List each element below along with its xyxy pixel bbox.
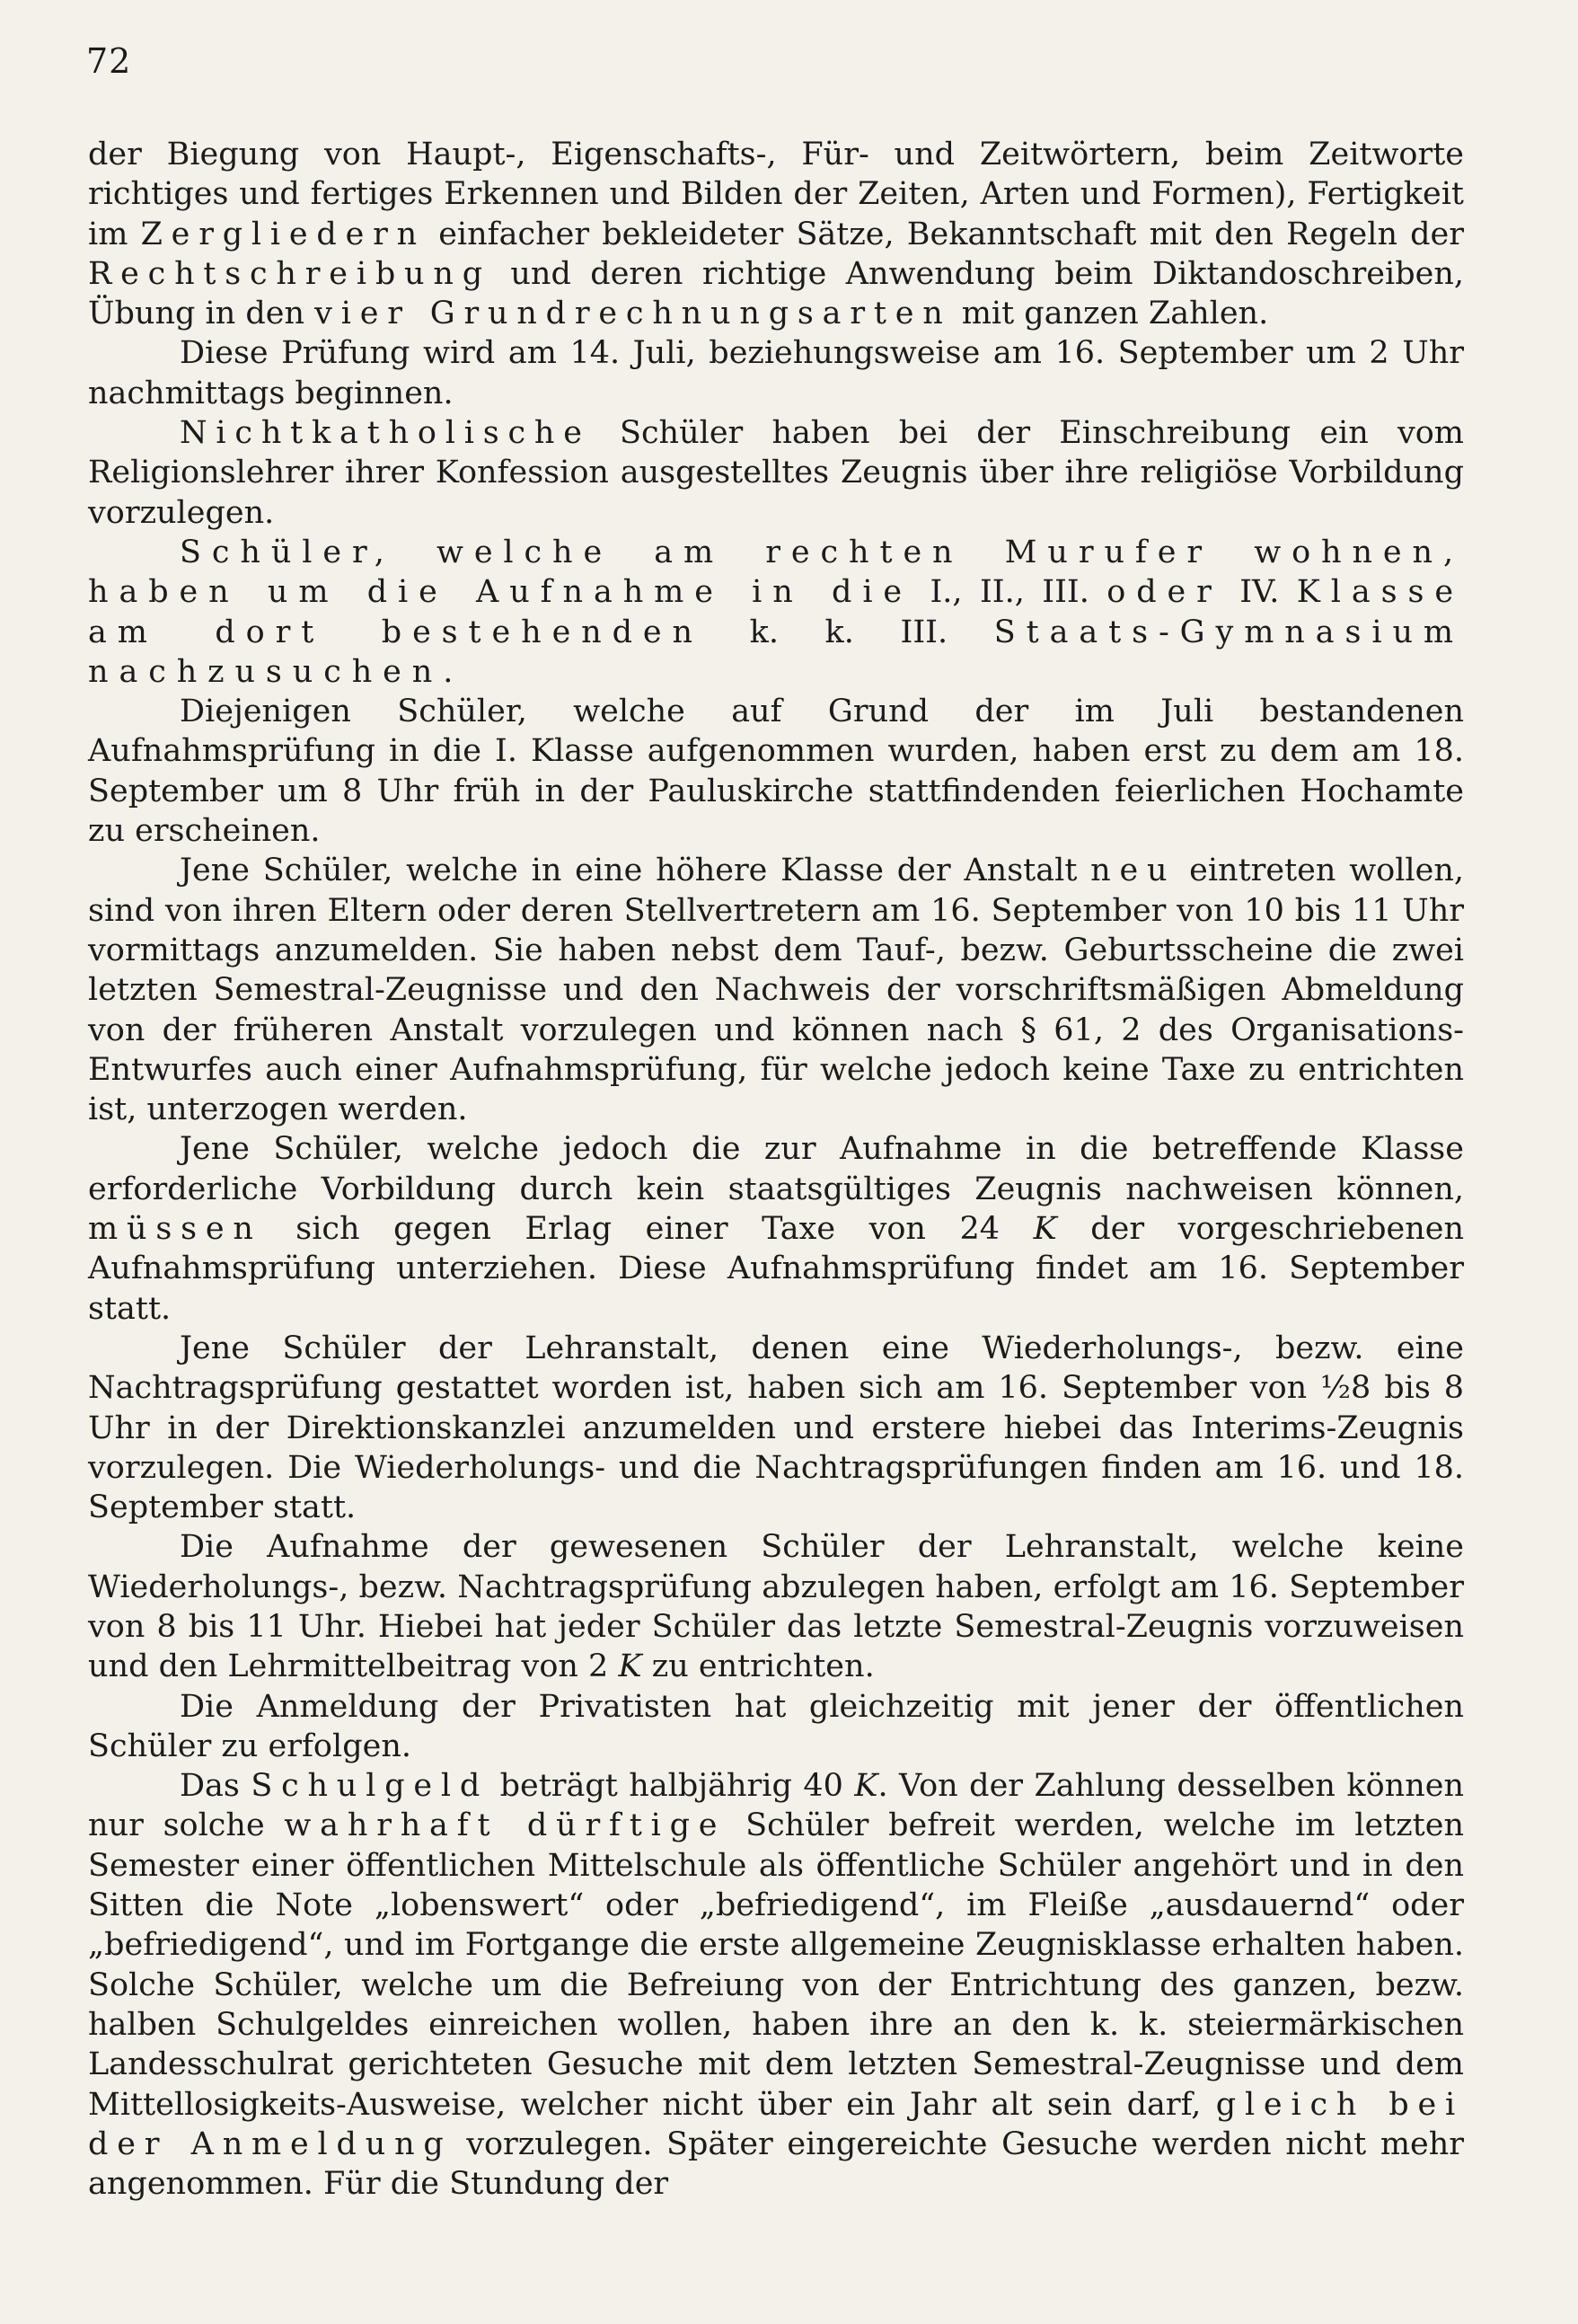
currency-symbol: K bbox=[1033, 1211, 1057, 1248]
paragraph-11 bbox=[88, 1766, 1464, 2204]
text-run: Schüler befreit werden, welche im letzten Semester einer öffentlichen Mittelschule als öffentliche Schüler angehört und in den Sitten die Note „lobenswert“ oder „befriedigend“, im Fleiße „ausdauernd“ oder „befriedigend“, und im Fortgange die erste allgemeine Zeugnisklasse erhalten haben. Solche Schüler, welche um die Befreiung von der Entrichtung des ganzen, bezw. halben Schulgeldes einreichen wollen, haben ihre an den k. k. steiermärkischen Landesschulrat gerichteten Gesuche mit dem letzten Semestral-Zeugnisse und dem Mittellosigkeits-Ausweise, welcher nicht über ein Jahr alt sein darf, bbox=[88, 1807, 1464, 2123]
text-run: . Von der Zahlung desselben können nur solche bbox=[88, 1768, 1464, 1844]
text-run: einfacher bekleideter Sätze, Bekanntschaft mit den Regeln der bbox=[426, 216, 1464, 252]
spaced-text: Schulgeld bbox=[251, 1768, 489, 1805]
text-run: beträgt halbjährig 40 bbox=[489, 1768, 855, 1805]
paragraph-7 bbox=[88, 1129, 1464, 1328]
spaced-text: vier Grundrechnungsarten bbox=[314, 296, 952, 332]
spaced-text: Schüler, welche am rechten Murufer wohnen, haben um die Aufnahme in die bbox=[88, 534, 1464, 611]
spaced-text: Nichtkatholische bbox=[180, 415, 591, 452]
paragraph-4 bbox=[88, 533, 1464, 692]
page-number: 72 bbox=[86, 41, 132, 81]
paragraph-8: Jene Schüler der Lehranstalt, denen eine Wiederholungs-, bezw. eine Nachtragsprüfung gestattet worden ist, haben sich am 16. September von ½8 bis 8 Uhr in der Direktionskanzlei anzumelden und erstere hiebei das Interims-Zeugnis vorzulegen. Die Wiederholungs- und die Nachtragsprüfungen finden am 16. und 18. September statt. bbox=[88, 1330, 1464, 1526]
body-text bbox=[88, 135, 1464, 2204]
text-run: Das bbox=[180, 1768, 251, 1805]
text-run: eintreten wollen, sind von ihren Eltern oder deren Stellvertretern am 16. September von 10 bis 11 Uhr vormittags anzumelden. Sie haben nebst dem Tauf-, bezw. Geburtsscheine die zwei letzten Semestral-Zeugnisse und den Nachweis der vorschriftsmäßigen Abmeldung von der früheren Anstalt vorzulegen und können nach § 61, 2 des Organisations-Entwurfes auch einer Aufnahmsprüfung, für welche jedoch keine Taxe zu entrichten ist, unterzogen werden. bbox=[88, 853, 1464, 1128]
text-run: der Biegung von Haupt-, Eigenschafts-, Für- und Zeitwörtern, beim Zeitworte richtiges und fertiges Erkennen und Bilden der Zeiten, Arten und Formen), Fertigkeit im bbox=[88, 137, 1464, 252]
currency-symbol: K bbox=[618, 1648, 642, 1685]
text-run: sich gegen Erlag einer Taxe von 24 bbox=[261, 1211, 1034, 1248]
paragraph-2: Diese Prüfung wird am 14. Juli, beziehungsweise am 16. September um 2 Uhr nachmittags beginnen. bbox=[88, 335, 1464, 411]
text-run: Jene Schüler, welche in eine höhere Klasse der Anstalt bbox=[180, 853, 1091, 889]
text-run: IV. bbox=[1221, 574, 1297, 611]
text-run: der vorgeschriebenen Aufnahmsprüfung unterziehen. Diese Aufnahmsprüfung findet am 16. September statt. bbox=[88, 1211, 1464, 1327]
text-run: vorzulegen. Später eingereichte Gesuche werden nicht mehr angenommen. Für die Stundung der bbox=[88, 2125, 1464, 2203]
spaced-text: Zergliedern bbox=[140, 216, 427, 252]
paragraph-3 bbox=[88, 413, 1464, 533]
paragraph-5: Diejenigen Schüler, welche auf Grund der im Juli bestandenen Aufnahmsprüfung in die I. Klasse aufgenommen wurden, haben erst zu dem am 18. September um 8 Uhr früh in der Pauluskirche stattfindenden feierlichen Hochamte zu erscheinen. bbox=[88, 694, 1464, 850]
spaced-text: wahrhaft dürftige bbox=[284, 1807, 727, 1844]
currency-symbol: K bbox=[854, 1768, 878, 1805]
paragraph-10: Die Anmeldung der Privatisten hat gleichzeitig mit jener der öffentlichen Schüler zu erfolgen. bbox=[88, 1688, 1464, 1764]
spaced-text: neu bbox=[1090, 853, 1177, 889]
spaced-text: oder bbox=[1106, 574, 1222, 611]
text-run: Schüler haben bei der Einschreibung ein vom Religionslehrer ihrer Konfession ausgestelltes Zeugnis über ihre religiöse Vorbildung vorzulegen. bbox=[88, 415, 1464, 531]
text-run: k. k. III. bbox=[702, 614, 994, 650]
text-run: und deren richtige Anwendung beim Diktandoschreiben, Übung in den bbox=[88, 255, 1464, 332]
text-run: mit ganzen Zahlen. bbox=[951, 296, 1269, 332]
text-run: Die Aufnahme der gewesenen Schüler der Lehranstalt, welche keine Wiederholungs-, bezw. Nachtragsprüfung abzulegen haben, erfolgt am 16. September von 8 bis 11 Uhr. Hiebei hat jeder Schüler das letzte Semestral-Zeugnis vorzuweisen und den Lehrmittelbeitrag von 2 bbox=[88, 1529, 1464, 1685]
spaced-text: Klasse am dort bestehenden bbox=[88, 574, 1464, 650]
spaced-text: gleich bei der Anmeldung bbox=[88, 2086, 1464, 2162]
text-run: Jene Schüler, welche jedoch die zur Aufnahme in die betreffende Klasse erforderliche Vorbildung durch kein staatsgültiges Zeugnis nachweisen können, bbox=[88, 1131, 1464, 1207]
paragraph-6 bbox=[88, 851, 1464, 1129]
spaced-text: Rechtschreibung bbox=[88, 255, 491, 292]
spaced-text: Staats-Gymnasium nachzusuchen. bbox=[88, 614, 1464, 690]
text-run: zu entrichten. bbox=[641, 1648, 875, 1685]
paragraph-1 bbox=[88, 135, 1464, 333]
text-run: I., II., III. bbox=[912, 574, 1107, 611]
spaced-text: müssen bbox=[88, 1211, 262, 1248]
paragraph-9 bbox=[88, 1527, 1464, 1686]
